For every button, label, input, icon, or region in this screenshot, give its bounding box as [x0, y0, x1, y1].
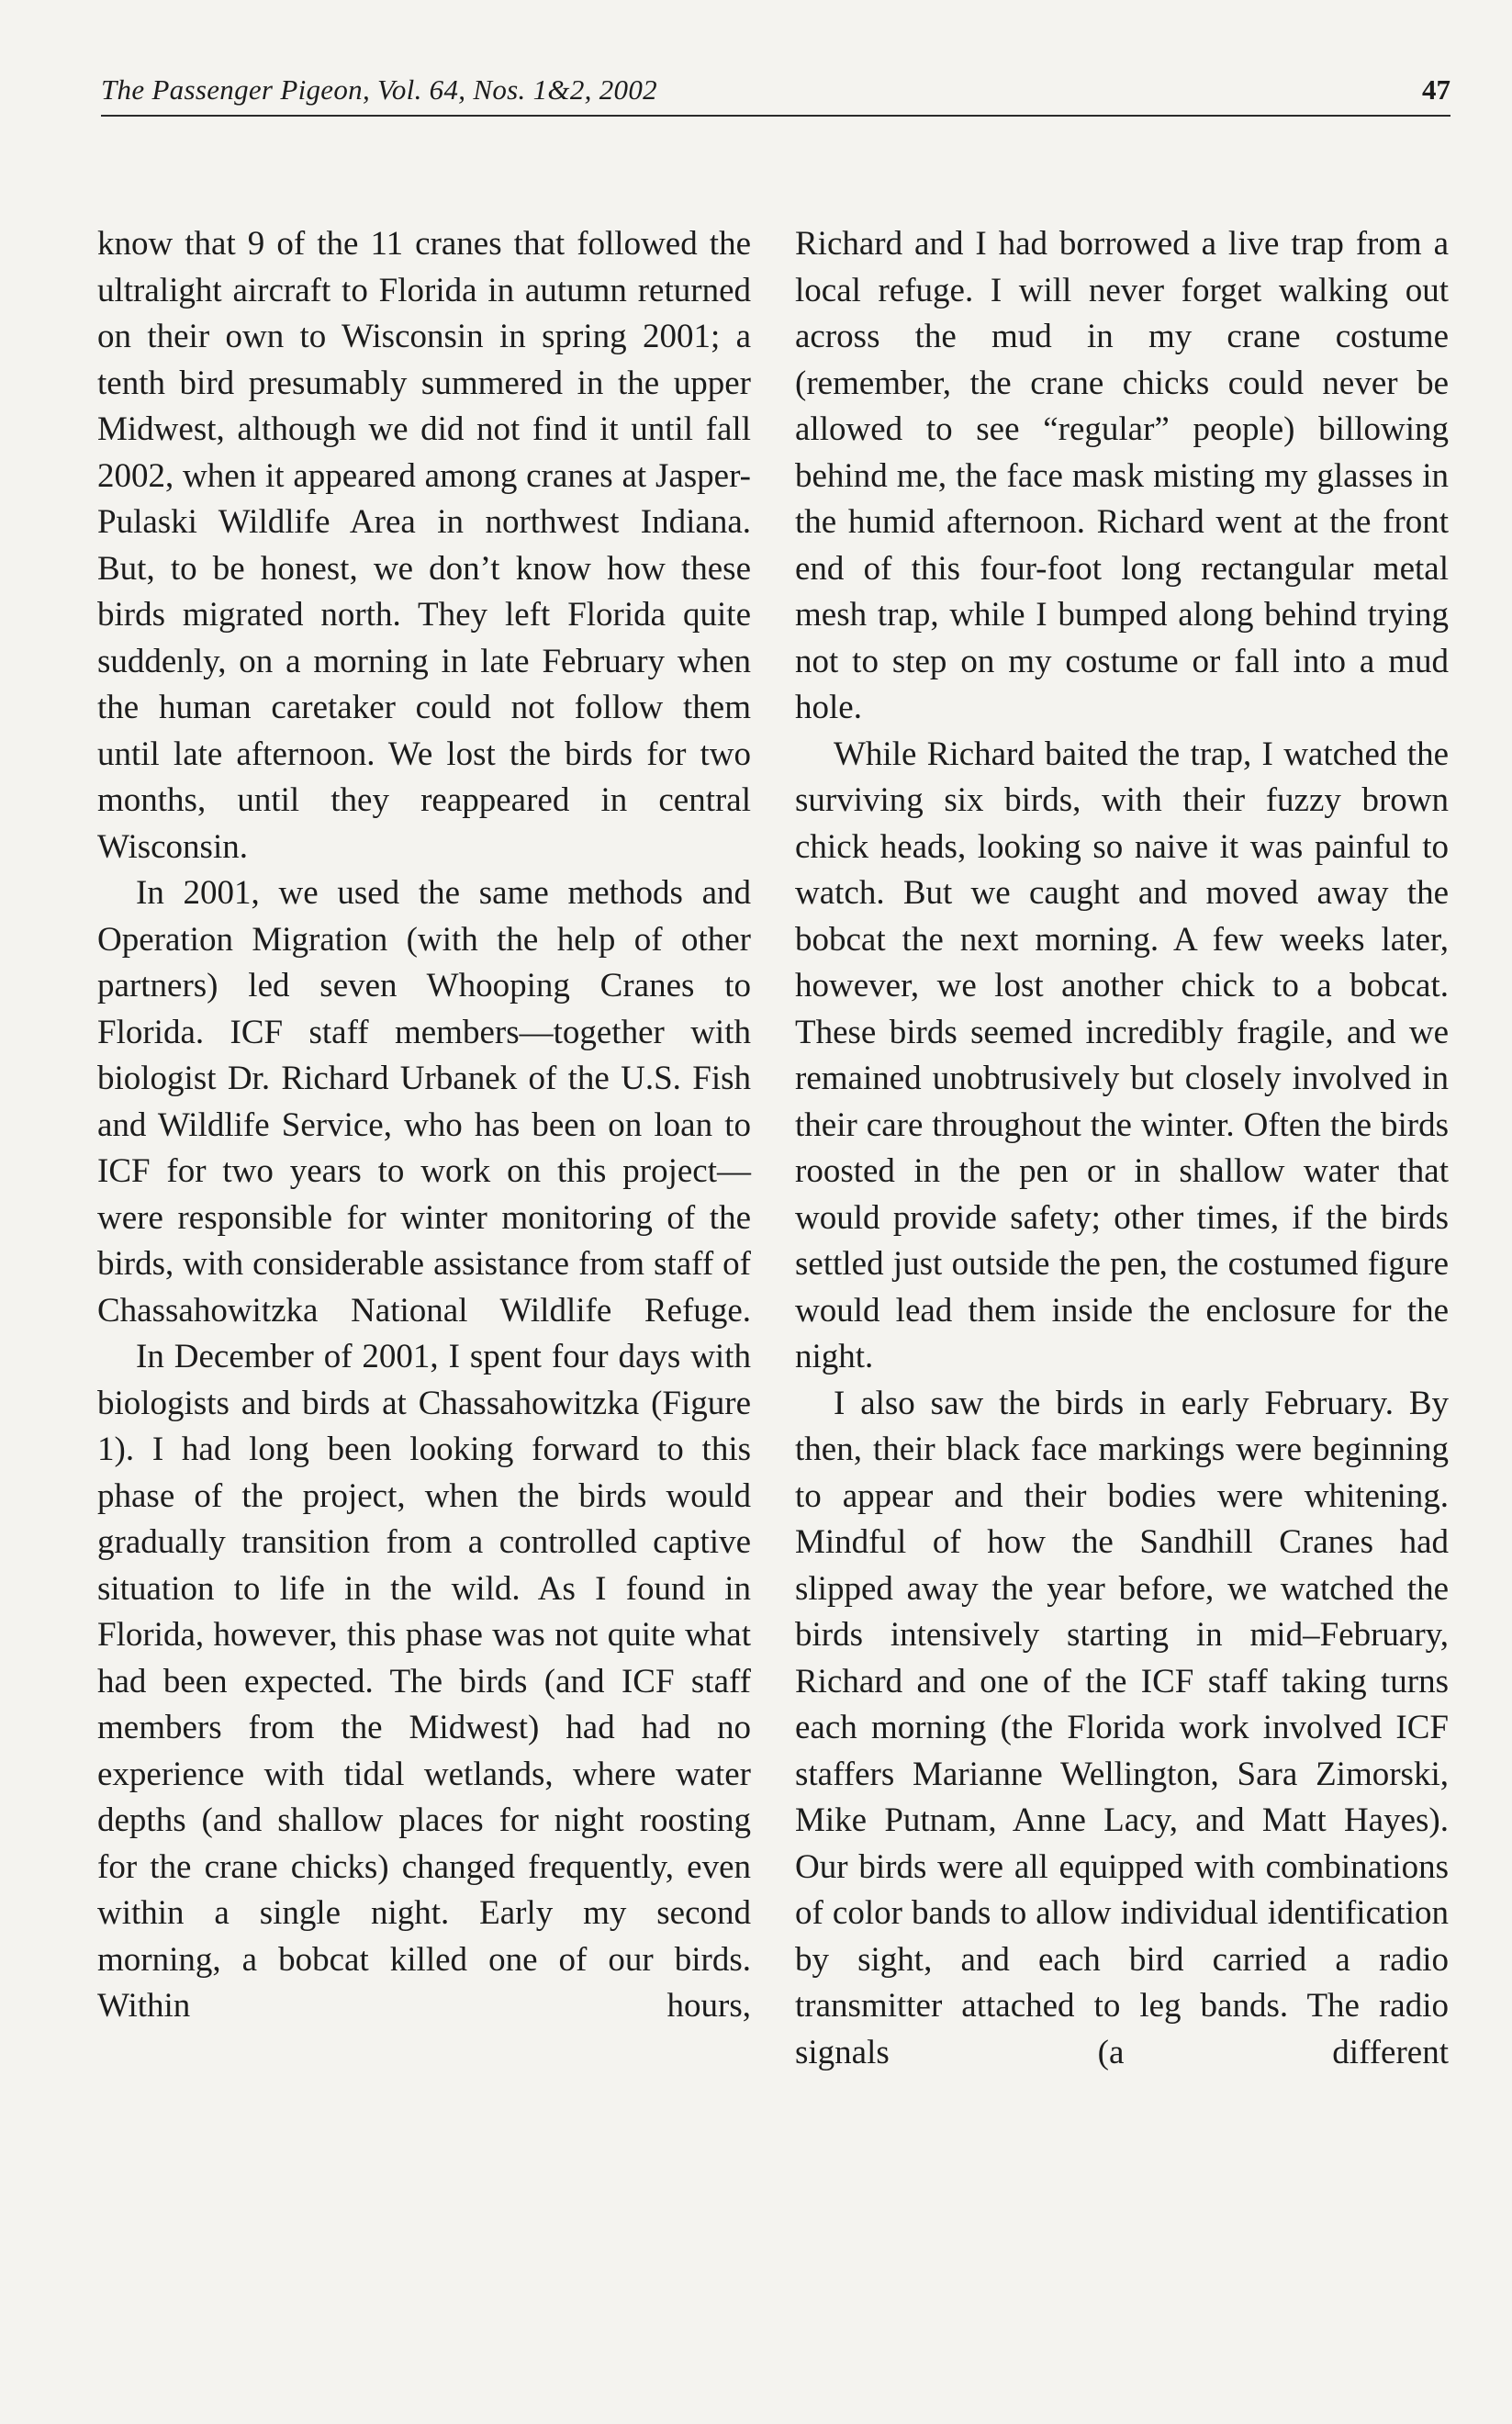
paragraph: While Richard baited the trap, I watched the surviving six birds, with their fuzzy brown chick heads, looking so naive it was painful to watch. But we caught and moved away the bobcat the next morning. A few weeks later, however, we lost another chick to a bobcat. These birds seemed incredibly fragile, and we remained unobtrusively but closely involved in their care throughout the winter. Often the birds roosted in the pen or in shallow water that would provide safety; other times, if the birds settled just outside the pen, the costumed figure would lead them inside the enclosure for the night. — [795, 735, 1449, 1375]
running-title: The Passenger Pigeon, Vol. 64, Nos. 1&2, 2002 — [101, 73, 657, 106]
left-column — [97, 221, 751, 2030]
header-rule — [101, 115, 1450, 117]
running-head — [101, 70, 1450, 116]
page-number: 47 — [1422, 73, 1450, 106]
paragraph: know that 9 of the 11 cranes that followed the ultralight aircraft to Florida in autumn returned on their own to Wisconsin in spring 2001; a tenth bird presumably summered in the upper Midwest, although we did not find it until fall 2002, when it appeared among cranes at Jasper-Pulaski Wildlife Area in northwest Indiana. But, to be honest, we don’t know how these birds migrated north. They left Florida quite suddenly, on a morning in late February when the human caretaker could not follow them until late afternoon. We lost the birds for two months, until they reappeared in central Wisconsin. — [97, 225, 751, 866]
right-column — [795, 221, 1449, 2076]
paragraph: In December of 2001, I spent four days with biologists and birds at Chassahowitzka (Figure 1). I had long been looking forward to this phase of the project, when the birds would gradually transition from a controlled captive situation to life in the wild. As I found in Florida, however, this phase was not quite what had been expected. The birds (and ICF staff members from the Midwest) had had no experience with tidal wetlands, where water depths (and shallow places for night roosting for the crane chicks) changed frequently, even within a single night. Early my second morning, a bobcat killed one of our birds. Within hours, — [97, 1338, 751, 2025]
paragraph: In 2001, we used the same methods and Operation Migration (with the help of other partners) led seven Whooping Cranes to Florida. ICF staff members—together with biologist Dr. Richard Urbanek of the U.S. Fish and Wildlife Service, who has been on loan to ICF for two years to work on this project—were responsible for winter monitoring of the birds, with considerable assistance from staff of Chassahowitzka National Wildlife Refuge. — [97, 874, 751, 1330]
paragraph: Richard and I had borrowed a live trap from a local refuge. I will never forget walking out across the mud in my crane costume (remember, the crane chicks could never be allowed to see “regular” people) billowing behind me, the face mask misting my glasses in the humid afternoon. Richard went at the front end of this four-foot long rectangular metal mesh trap, while I bumped along behind trying not to step on my costume or fall into a mud hole. — [795, 225, 1449, 726]
paragraph: I also saw the birds in early February. By then, their black face markings were beginning to appear and their bodies were whitening. Mindful of how the Sandhill Cranes had slipped away the year before, we watched the birds intensively starting in mid–February, Richard and one of the ICF staff taking turns each morning (the Florida work involved ICF staffers Marianne Wellington, Sara Zimorski, Mike Putnam, Anne Lacy, and Matt Hayes). Our birds were all equipped with combinations of color bands to allow individual identification by sight, and each bird carried a radio transmitter attached to leg bands. The radio signals (a different — [795, 1384, 1449, 2071]
